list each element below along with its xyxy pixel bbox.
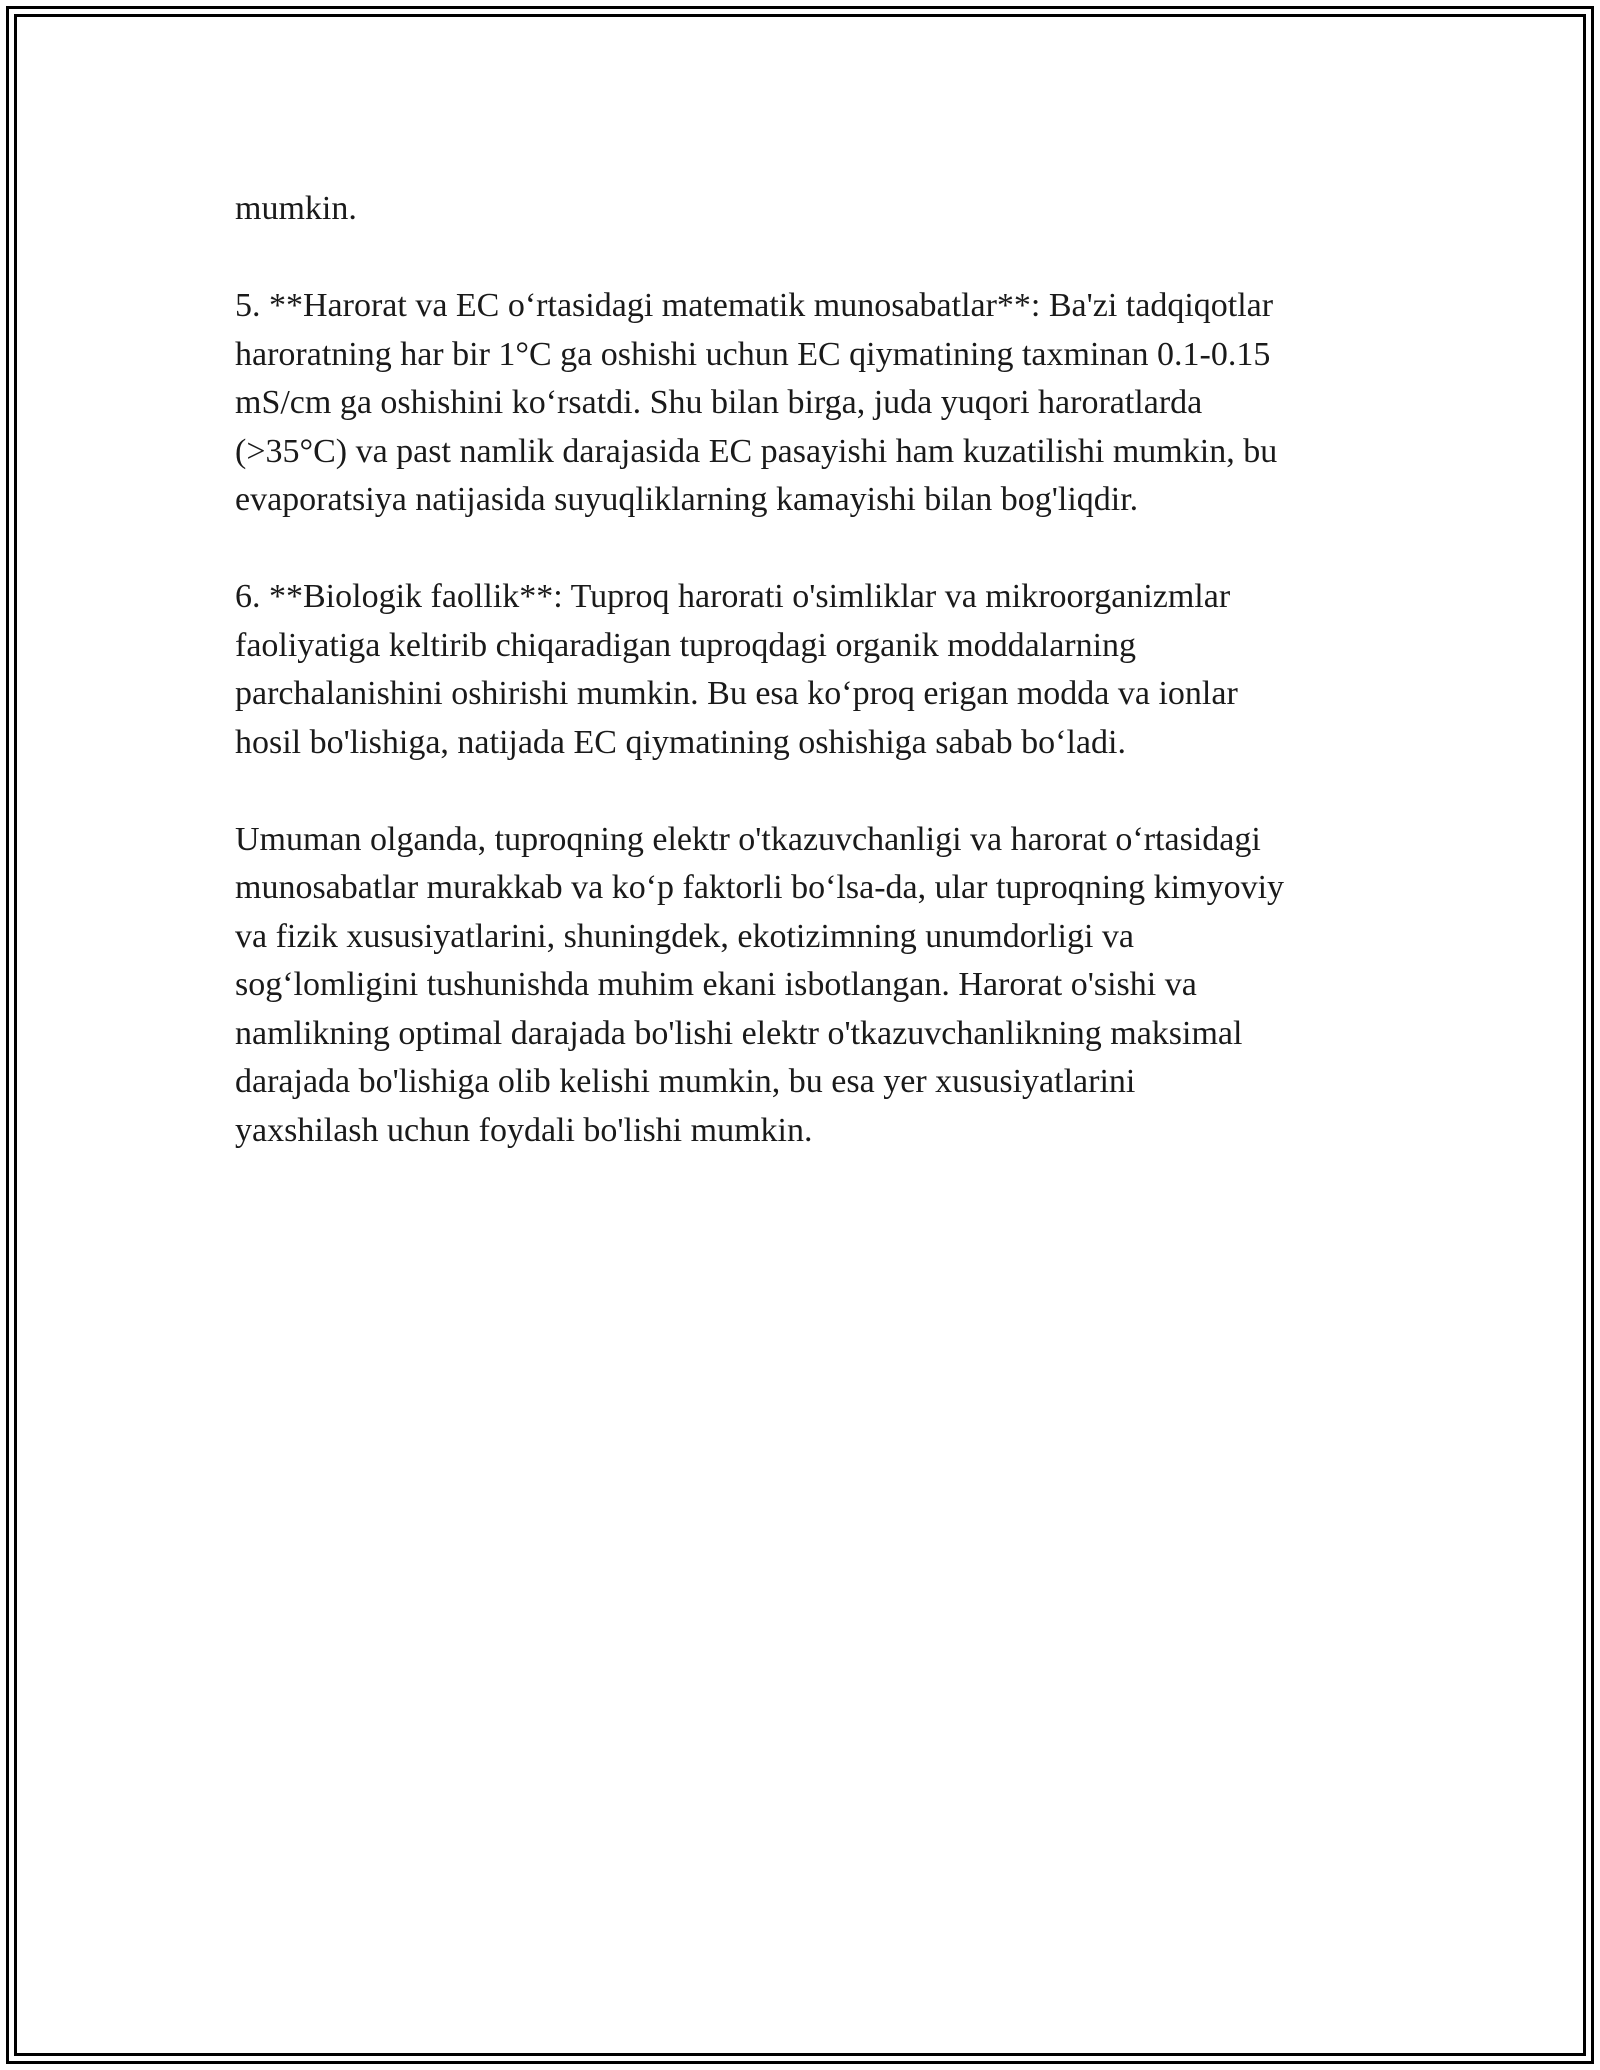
document-body [235,185,1375,1204]
paragraph-conclusion: Umuman olganda, tuproqning elektr o'tkazuvchanligi va harorat o‘rtasidagi munosabatlar murakkab va ko‘p faktorli bo‘lsa-da, ular tuproqning kimyoviy va fizik xususiyatlarini, shuningdek, ekotizimning unumdorligi va sog‘lomligini tushunishda muhim ekani isbotlangan. Harorat o'sishi va namlikning optimal darajada bo'lishi elektr o'tkazuvchanlikning maksimal darajada bo'lishiga olib kelishi mumkin, bu esa yer xususiyatlarini yaxshilash uchun foydali bo'lishi mumkin. [235,820,1285,1149]
paragraph-continuation: mumkin. [235,190,357,227]
paragraph-item-5: 5. **Harorat va EC o‘rtasidagi matematik munosabatlar**: Ba'zi tadqiqotlar haroratning har bir 1°C ga oshishi uchun EC qiymatining taxminan 0.1-0.15 mS/cm ga oshishini ko‘rsatdi. Shu bilan birga, juda yuqori haroratlarda (>35°C) va past namlik darajasida EC pasayishi ham kuzatilishi mumkin, bu evaporatsiya natijasida suyuqliklarning kamayishi bilan bog'liqdir. [235,287,1278,518]
paragraph-item-6: 6. **Biologik faollik**: Tuproq harorati o'simliklar va mikroorganizmlar faoliyatiga keltirib chiqaradigan tuproqdagi organik moddalarning parchalanishini oshirishi mumkin. Bu esa ko‘proq erigan modda va ionlar hosil bo'lishiga, natijada EC qiymatining oshishiga sabab bo‘ladi. [235,578,1238,761]
